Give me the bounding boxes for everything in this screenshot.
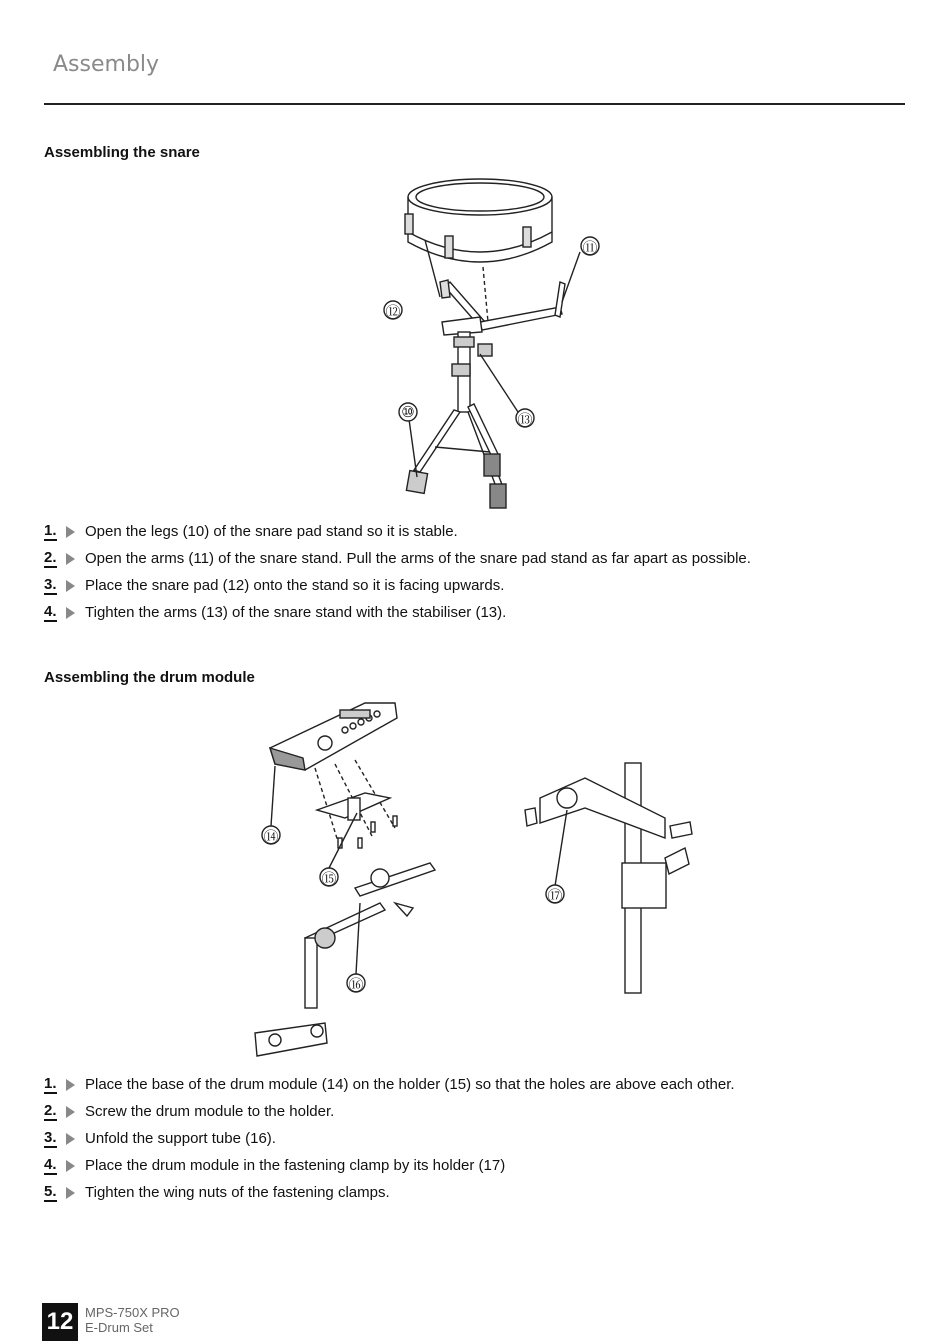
- arrow-icon: [66, 1160, 75, 1172]
- snare-stand-illustration: [380, 172, 620, 512]
- step-number: 1.: [44, 1075, 57, 1092]
- module-heading: Assembling the drum module: [44, 669, 255, 686]
- step-text: Tighten the wing nuts of the fastening clamps.: [85, 1184, 390, 1201]
- list-item: [44, 1098, 904, 1125]
- step-text: Open the legs (10) of the snare pad stand so it is stable.: [85, 523, 458, 540]
- step-text: Screw the drum module to the holder.: [85, 1103, 335, 1120]
- footer-product-info: [85, 1305, 180, 1335]
- callout-13: ⑬: [517, 412, 533, 429]
- footer-product: E-Drum Set: [85, 1320, 153, 1335]
- step-number: 4.: [44, 1156, 57, 1173]
- step-number: 1.: [44, 522, 57, 539]
- list-item: [44, 599, 904, 626]
- step-number: 2.: [44, 1102, 57, 1119]
- arrow-icon: [66, 526, 75, 538]
- step-number: 3.: [44, 576, 57, 593]
- arrow-icon: [66, 1106, 75, 1118]
- arrow-icon: [66, 580, 75, 592]
- arrow-icon: [66, 1133, 75, 1145]
- page-number: 12: [42, 1303, 78, 1341]
- step-text: Unfold the support tube (16).: [85, 1130, 276, 1147]
- list-item: [44, 572, 904, 599]
- step-text: Tighten the arms (13) of the snare stand with the stabiliser (13).: [85, 604, 507, 621]
- callout-10: ⑩: [401, 404, 415, 421]
- step-number: 5.: [44, 1183, 57, 1200]
- arrow-icon: [66, 553, 75, 565]
- callout-14: ⑭: [263, 829, 279, 846]
- callout-16: ⑯: [348, 977, 364, 994]
- list-item: [44, 1071, 904, 1098]
- step-number: 3.: [44, 1129, 57, 1146]
- drum-module-illustration: [245, 698, 725, 1068]
- snare-step-list: [44, 518, 904, 626]
- module-step-list: [44, 1071, 904, 1206]
- list-item: [44, 1179, 904, 1206]
- step-text: Open the arms (11) of the snare stand. Pull the arms of the snare pad stand as far apart as possible.: [85, 550, 751, 567]
- header-rule: [44, 103, 905, 105]
- step-number: 4.: [44, 603, 57, 620]
- list-item: [44, 518, 904, 545]
- footer-model: MPS-750X PRO: [85, 1305, 180, 1320]
- page-section-title: Assembly: [53, 52, 160, 77]
- callout-11: ⑪: [582, 240, 598, 257]
- callout-15: ⑮: [321, 871, 337, 888]
- arrow-icon: [66, 1187, 75, 1199]
- callout-17: ⑰: [547, 888, 563, 905]
- list-item: [44, 545, 904, 572]
- step-text: Place the drum module in the fastening clamp by its holder (17): [85, 1157, 506, 1174]
- step-number: 2.: [44, 549, 57, 566]
- snare-heading: Assembling the snare: [44, 144, 200, 161]
- arrow-icon: [66, 607, 75, 619]
- list-item: [44, 1152, 904, 1179]
- step-text: Place the base of the drum module (14) on the holder (15) so that the holes are above each other.: [85, 1076, 735, 1093]
- list-item: [44, 1125, 904, 1152]
- step-text: Place the snare pad (12) onto the stand so it is facing upwards.: [85, 577, 505, 594]
- arrow-icon: [66, 1079, 75, 1091]
- callout-12: ⑫: [385, 304, 401, 321]
